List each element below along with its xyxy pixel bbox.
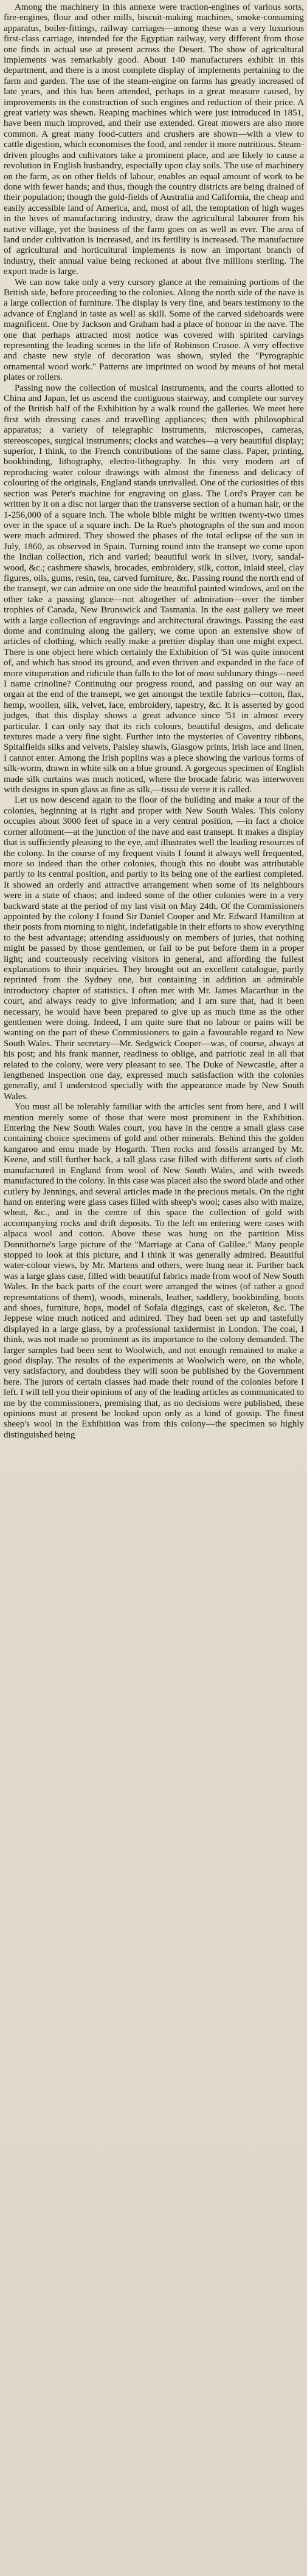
paragraph-galleries: Passing now the collection of musical instruments, and the courts allotted to China and Japan, let us ascend the contiguous stairway, and complete our survey of the British half of the Exhibition by a walk round the galleries. We meet here first with dressing cases and travelling appliances; then with philosophical apparatus; a variety of telegraphic instruments, microscopes, cameras, stereoscopes, surgical instruments; clocks and watches—a very beautiful display; superior, I think, to the French contributions of the same class. Paper, printing, bookbinding, lithography, electro-lithography. In this very modern art of reproducing water colour drawings with almost the fineness and delicacy of colouring of the originals, England stands unrivalled. One of the curiosities of this section was Peter's machine for engraving on glass. The Lord's Prayer can be written by it on a disc not larger than the transverse section of a human hair, or the 1-256,000 of a square inch. The whole bible might be written twenty-two times over in the space of a square inch. De la Rue's photographs of the sun and moon were much admired. They showed the phases of the total eclipse of the sun in July, 1860, as observed in Spain. Turning round into the transept we come upon the Indian collection, rich and varied; beautiful work in silver, ivory, sandal-wood, &c.; cashmere shawls, brocades, embroidery, silk, cotton, inlaid steel, clay figures, oils, gums, resin, tea, carved furniture, &c. Passing round the north end of the transept, we can admire on one side the beautiful painted windows, and on the other take a passing glance—not altogether of admiration—over the timber trophies of Canada, New Brunswick and Tasmania. In the east gallery we meet with a large collection of engravings and architectural drawings. Passing the east dome and continuing along the gallery, we come upon an extensive show of articles of clothing, which really make a prettier display than one might expect. There is one object here which certainly the Exhibition of '51 was quite innocent of, and which has stood its ground, and even thriven and expanded in the face of more vituperation and ridicule than falls to the lot of most sublunary things—need I name crinoline? Continuing our progress round, and passing on our way an organ at the end of the transept, we get amongst the textile fabrics—cotton, flax, hemp, woollen, silk, velvet, lace, embroidery, tapestry, &c. It is asserted by good judges, that this display shows a great advance since '51 in almost every particular. I can only say that its rich colours, beautiful designs, and delicate textures made a very fine sight. Further into the mysteries of Coventry ribbons, Spitalfields silks and velvets, Paisley shawls, Glasgow prints, Irish lace and linen, I cannot enter. Among the Irish poplins was a piece showing the various forms of silk-worm, drawn in white silk on a blue ground. A gorgeous specimen of English made silk curtains was much noticed, where the brocade fabric was interwoven with designs in spun glass as fine as silk,—tissu de verre it is called. xyxy=(4,383,304,795)
article-column xyxy=(4,2,304,1440)
paragraph-machinery: Among the machinery in this annexe were traction-engines of various sorts, fire-engines, flour and other mills, biscuit-making machines, smoke-consuming apparatus, boiler-fittings, railway carriages—among these was a very luxurious first-class carriage, intended for the Egyptian railway, very different from those one finds in actual use at present across the Desert. The show of agricultural implements was remarkably good. About 140 manufacturers exhibit in this department, and there is a most complete display of implements pertaining to the farm and garden. The use of the steam-engine on farms has greatly increased of late years, and this has been attended, perhaps in a great measure caused, by improvements in the construction of such engines and reduction of their price. A great variety was shewn. Reaping machines which were just introduced in 1851, have been much improved, and their use extended. Great mowers are also more common. A great many food-cutters and crushers are shown—with a view to cattle digestion, which economises the food, and render it more nutritious. Steam-driven ploughs and cultivators take a prominent place, and are likely to cause a revolution in English husbandry, especially upon clay soils. The use of machinery on the farm, as on other fields of labour, enables an equal amount of work to be done with fewer hands; and thus, though the country districts are being drained of their population; though the gold-fields of Australia and California, the cheap and easily accessible land of America, and, most of all, the temptation of high wages in the hives of manufacturing industry, draw the agricultural labourer from his native village, yet the business of the farm goes on as well as ever. The area of land under cultivation is increased, and its fertility is increased. The manufacture of agricultural and horticultural implements is now an important branch of industry, their annual value being reckoned at about five millions sterling. The export trade is large. xyxy=(4,2,304,277)
paragraph-nsw-court: You must all be tolerably familiar with the articles sent from here, and I will mention merely some of those that were most prominent in the Exhibition. Entering the New South Wales court, you have in the centre a small glass case containing choice specimens of gold and other minerals. Behind this the golden kangaroo and emu made by Hogarth. Then rocks and fossils arranged by Mr. Keene, and still further back, a tall glass case filled with different sorts of cloth manufactured in England from wool of New South Wales, and with tweeds manufactured in the colony. In this case was placed also the sword blade and other cutlery by Jennings, and several articles made in the precious metals. On the right hand on entering were glass cases filled with sheep's wool; cases also with maize, wheat, &c., and in the centre of this space the collection of gold with accompanying rocks and drift deposits. To the left on entering were cases with alpaca wool and cotton. Above these was hung on the partition Miss Donnithorne's large picture of the "Marriage at Cana of Galilee." Many people stopped to look at this picture, and I think it was generally admired. Beautiful water-colour views, by Mr. Martens and others, were hung near it. Further back was a large glass case, filled with beautiful fabrics made from wool of New South Wales. In the back parts of the court were arranged the wines (of rather a good representations of them), woods, minerals, leather, saddlery, bookbinding, boots and shoes, furniture, hops, model of Sofala diggings, cast of skeleton, &c. The Jeppese wine much noticed and admired. They had been set up and tastefully displayed in a large glass, by a professional taxidermist in London. The coal, I think, was not made so prominent as its importance to the colony demanded. The larger samples had been sent to Woolwich, and not enough remained to make a good display. The results of the experiments at Woolwich were, on the whole, very satisfactory, and doubtless they will soon be published by the Government here. The jurors of certain classes had made their round of the colonies before I left. I will tell you their opinions of any of the leading articles as communicated to me by the commissioners, premising that, as no decisions were published, these opinions must at present be looked upon only as a kind of gossip. The finest sheep's wool in the Exhibition was from this colony—the specimen so highly distinguished being xyxy=(4,1102,305,1440)
paragraph-colonies: Let us now descend again to the floor of the building and make a tour of the colonies, beginning at is right and proper with New South Wales. This colony occupies about 3000 feet of space in a very central position, —in fact a choice corner allotment—at the junction of the nave and east transept. It makes a display that is sufficiently pleasing to the eye, and illustrates well the leading resources of the colony. In the course of my frequent visits I found it always well frequented, more so indeed than the other colonies, though this no doubt was attributable partly to its central position, and partly to its being one of the earliest completed. It showed an orderly and attractive arrangement when some of its neighbours were in a state of chaos; and indeed some of the other colonies were in a very backward state at the period of my last visit on May 24th. Of the Commissioners appointed by the colony I found Sir Daniel Cooper and Mr. Edward Hamilton at their posts from morning to night, indefatigable in their efforts to show everything to the best advantage; attending assiduously on members of juries, that nothing might be passed by those gentlemen, or fail to be put before them in a proper light; and courteously receiving visitors in general, and affording the fullest explanations to their inquiries. They brought out an excellent catalogue, partly reprinted from the Sydney one, but containing in addition an admirable introductory chapter of statistics. I often met with Mr. James Macarthur in the court, and always ready to give information; and I am sure that, had it been necessary, he would have been prepared to give up as much time as the other gentlemen were doing. Indeed, I am quite sure that no labour or pains will be wanting on the part of these Commissioners to gain a favourable regard to New South Wales. Their secretary—Mr. Sedgwick Cooper—was, of course, always at his post; and his frank manner, readiness to oblige, and patriotic zeal in all that related to the colony, were very pleasant to see. The Duke of Newcastle, after a lengthened inspection one day, expressed much satisfaction with the colonies generally, and I understood specially with the appearance made by New South Wales. xyxy=(4,795,304,1101)
paragraph-furniture: We can now take only a very cursory glance at the remaining portions of the British side, before proceeding to the colonies. Along the north side of the nave is a large collection of furniture. The display is very fine, and bears testimony to the advance of England in taste as well as skill. Some of the carved sideboards were magnificent. One by Jackson and Graham had a place of honour in the nave. The one that perhaps attracted most notice was covered with spirited carvings representing the leading scenes in the life of Robinson Crusoe. A very effective and chaste new style of decoration was shown, styled the "Pyrographic ornamental wood work." Patterns are imprinted on wood by means of hot metal plates or rollers. xyxy=(4,277,304,383)
